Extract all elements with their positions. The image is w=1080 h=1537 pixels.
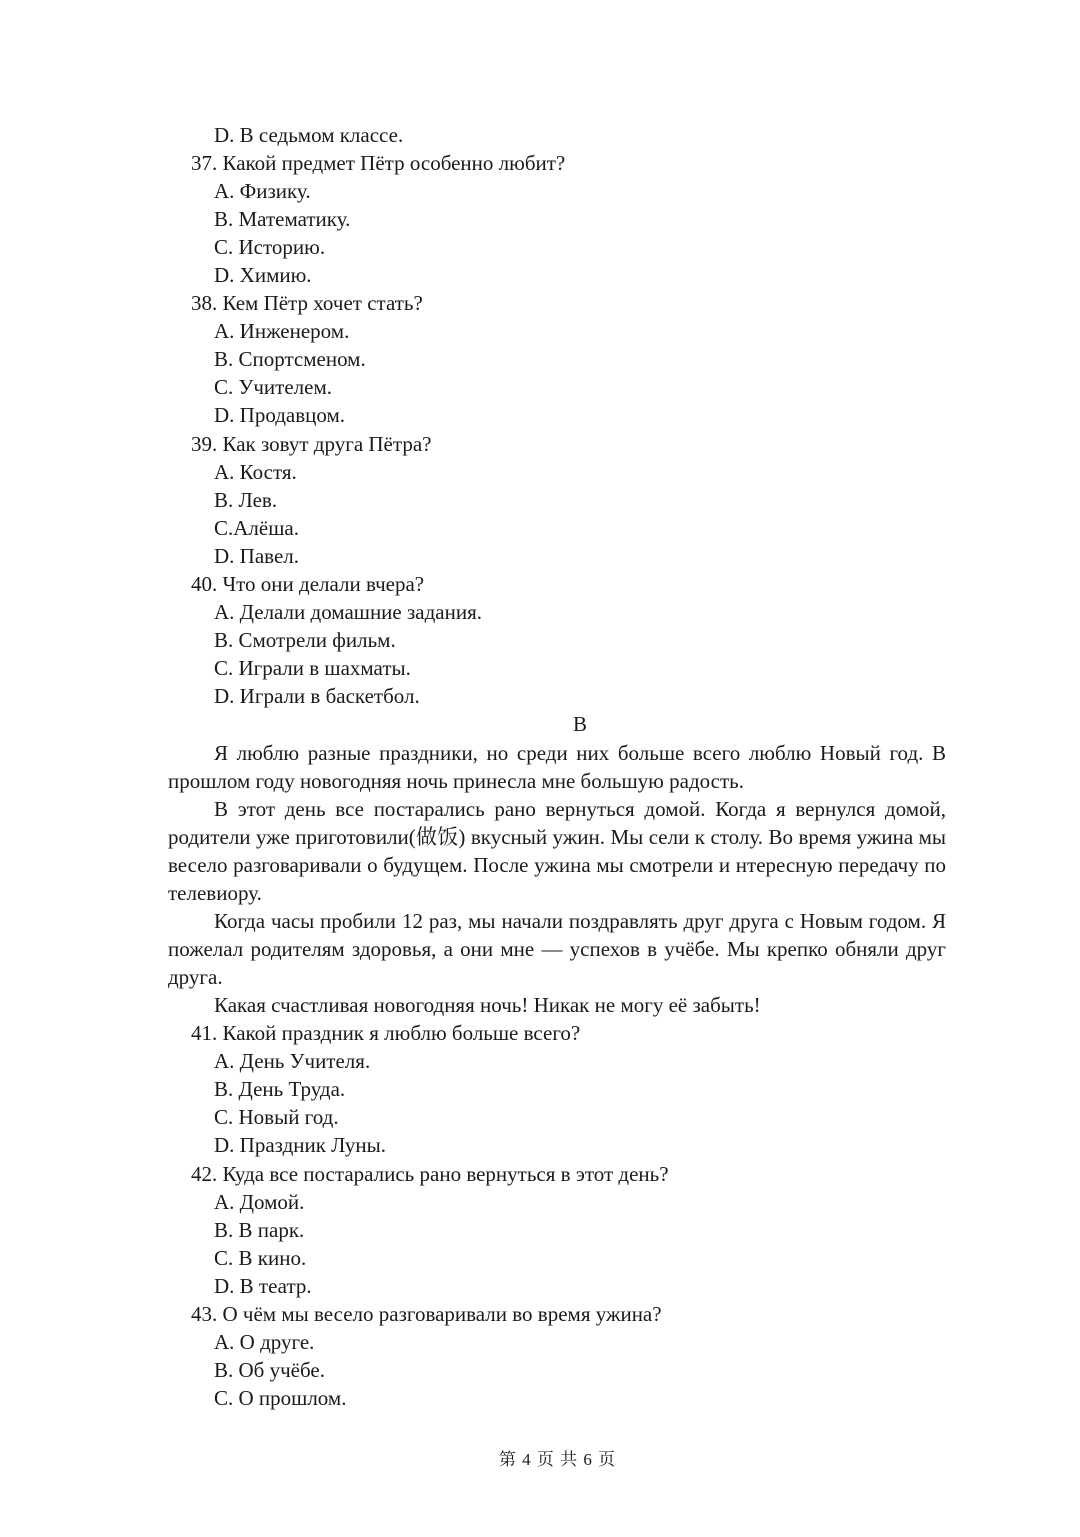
option-43-a: A. О друге. bbox=[214, 1330, 315, 1354]
option-42-b: B. В парк. bbox=[214, 1218, 305, 1242]
option-39-d: D. Павел. bbox=[214, 544, 299, 568]
option-42-d: D. В театр. bbox=[214, 1274, 312, 1298]
reading-paragraph-4: Какая счастливая новогодняя ночь! Никак не могу её забыть! bbox=[214, 993, 761, 1017]
option-40-c: C. Играли в шахматы. bbox=[214, 656, 411, 680]
reading-paragraph-1: Я люблю разные праздники, но среди них больше всего люблю Новый год. В прошлом году новогодняя ночь принесла мне большую радость. bbox=[168, 741, 946, 793]
option-42-a: A. Домой. bbox=[214, 1190, 305, 1214]
question-43: 43. О чём мы весело разговаривали во время ужина? bbox=[191, 1302, 662, 1326]
option-39-c: C.Алёша. bbox=[214, 516, 299, 540]
reading-paragraph-2: В этот день все постарались рано вернуться домой. Когда я вернулся домой, родители уже приготовили(做饭) вкусный ужин. Мы сели к столу. Во время ужина мы весело разговаривали о будущем. После ужина мы смотрели и нтересную передачу по телевиору. bbox=[168, 797, 946, 905]
option-39-a: A. Костя. bbox=[214, 460, 297, 484]
option-41-c: C. Новый год. bbox=[214, 1105, 339, 1129]
question-38: 38. Кем Пётр хочет стать? bbox=[191, 291, 423, 315]
question-42: 42. Куда все постарались рано вернуться в этот день? bbox=[191, 1162, 669, 1186]
page-footer: 第 4 页 共 6 页 bbox=[498, 1450, 617, 1469]
question-41: 41. Какой праздник я люблю больше всего? bbox=[191, 1021, 581, 1045]
option-37-a: A. Физику. bbox=[214, 179, 311, 203]
question-39: 39. Как зовут друга Пётра? bbox=[191, 432, 432, 456]
option-38-d: D. Продавцом. bbox=[214, 403, 346, 427]
option-43-b: B. Об учёбе. bbox=[214, 1358, 325, 1382]
option-41-a: A. День Учителя. bbox=[214, 1049, 371, 1073]
option-43-c: C. О прошлом. bbox=[214, 1386, 347, 1410]
option-37-b: B. Математику. bbox=[214, 207, 351, 231]
option-40-a: A. Делали домашние задания. bbox=[214, 600, 482, 624]
option-39-b: B. Лев. bbox=[214, 488, 278, 512]
option-40-b: B. Смотрели фильм. bbox=[214, 628, 396, 652]
option-41-d: D. Праздник Луны. bbox=[214, 1133, 386, 1157]
option-42-c: C. В кино. bbox=[214, 1246, 307, 1270]
section-heading-b: B bbox=[572, 712, 587, 736]
option-38-a: A. Инженером. bbox=[214, 319, 350, 343]
option-40-d: D. Играли в баскетбол. bbox=[214, 684, 420, 708]
question-37: 37. Какой предмет Пётр особенно любит? bbox=[191, 151, 566, 175]
option-37-d: D. Химию. bbox=[214, 263, 312, 287]
option-38-b: B. Спортсменом. bbox=[214, 347, 366, 371]
question-40: 40. Что они делали вчера? bbox=[191, 572, 425, 596]
option-38-c: C. Учителем. bbox=[214, 375, 333, 399]
option-37-c: C. Историю. bbox=[214, 235, 326, 259]
option-36-d: D. В седьмом классе. bbox=[214, 123, 404, 147]
reading-paragraph-3: Когда часы пробили 12 раз, мы начали поздравлять друг друга с Новым годом. Я пожелал родителям здоровья, а они мне — успехов в учёбе. Мы крепко обняли друг друга. bbox=[168, 909, 946, 989]
option-41-b: B. День Труда. bbox=[214, 1077, 346, 1101]
